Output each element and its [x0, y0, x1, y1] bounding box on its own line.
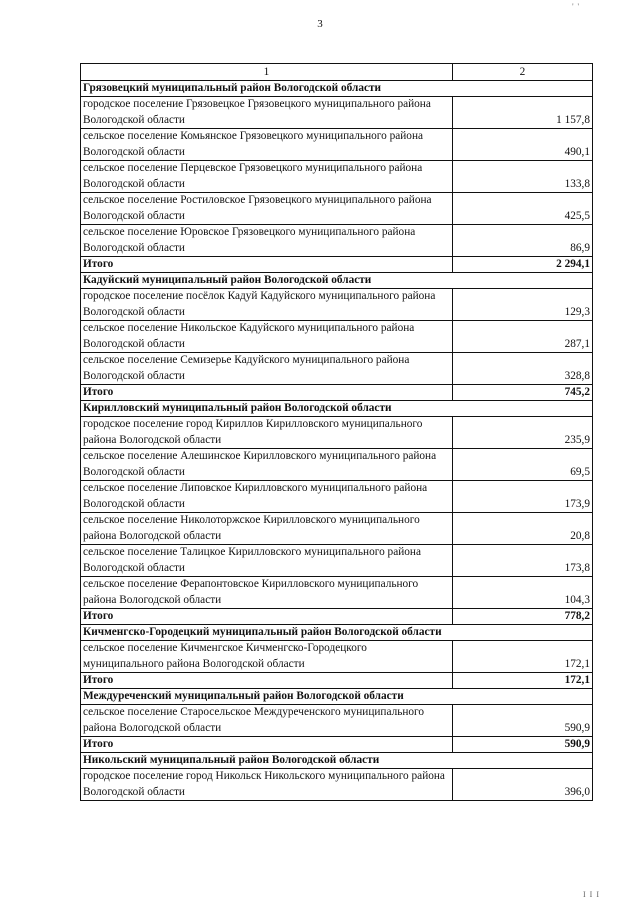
- column-header-2: 2: [453, 64, 593, 81]
- district-header-row: [81, 401, 593, 417]
- bottom-corner-mark: I I I: [583, 890, 600, 899]
- settlement-value: 396,0: [453, 769, 593, 801]
- district-header-row: [81, 753, 593, 769]
- settlement-name: сельское поселение Никольское Кадуйского муниципального района Вологодской области: [81, 321, 453, 353]
- settlement-value: 1 157,8: [453, 97, 593, 129]
- settlement-value: 133,8: [453, 161, 593, 193]
- district-name: Грязовецкий муниципальный район Вологодской области: [81, 81, 593, 97]
- total-row: [81, 737, 593, 753]
- settlement-value: 129,3: [453, 289, 593, 321]
- table-row: [81, 193, 593, 225]
- table-row: [81, 641, 593, 673]
- settlement-name: сельское поселение Липовское Кирилловского муниципального района Вологодской области: [81, 481, 453, 513]
- total-label: Итого: [81, 673, 453, 689]
- settlement-value: 69,5: [453, 449, 593, 481]
- settlement-name: сельское поселение Алешинское Кирилловского муниципального района Вологодской области: [81, 449, 453, 481]
- table-row: [81, 769, 593, 801]
- settlement-name: сельское поселение Юровское Грязовецкого муниципального района Вологодской области: [81, 225, 453, 257]
- settlement-name: сельское поселение Ростиловское Грязовецкого муниципального района Вологодской области: [81, 193, 453, 225]
- table-row: [81, 545, 593, 577]
- district-header-row: [81, 273, 593, 289]
- table-row: [81, 161, 593, 193]
- table-row: [81, 417, 593, 449]
- district-name: Никольский муниципальный район Вологодской области: [81, 753, 593, 769]
- table-body: [81, 81, 593, 801]
- settlement-name: сельское поселение Николоторжское Кирилловского муниципального района Вологодской области: [81, 513, 453, 545]
- settlement-name: сельское поселение Семизерье Кадуйского муниципального района Вологодской области: [81, 353, 453, 385]
- settlement-value: 425,5: [453, 193, 593, 225]
- total-row: [81, 257, 593, 273]
- total-value: 745,2: [453, 385, 593, 401]
- settlement-name: сельское поселение Ферапонтовское Кирилловского муниципального района Вологодской области: [81, 577, 453, 609]
- district-header-row: [81, 689, 593, 705]
- settlement-name: сельское поселение Старосельское Междуреченского муниципального района Вологодской области: [81, 705, 453, 737]
- table-row: [81, 513, 593, 545]
- settlement-value: 235,9: [453, 417, 593, 449]
- table-row: [81, 449, 593, 481]
- settlement-name: сельское поселение Талицкое Кирилловского муниципального района Вологодской области: [81, 545, 453, 577]
- total-label: Итого: [81, 257, 453, 273]
- settlement-name: городское поселение город Никольск Никольского муниципального района Вологодской области: [81, 769, 453, 801]
- settlement-name: сельское поселение Перцевское Грязовецкого муниципального района Вологодской области: [81, 161, 453, 193]
- table-row: [81, 353, 593, 385]
- district-name: Кадуйский муниципальный район Вологодской области: [81, 273, 593, 289]
- district-name: Кичменгско-Городецкий муниципальный район Вологодской области: [81, 625, 593, 641]
- district-header-row: [81, 81, 593, 97]
- settlement-name: городское поселение Грязовецкое Грязовецкого муниципального района Вологодской области: [81, 97, 453, 129]
- table-row: [81, 321, 593, 353]
- settlement-value: 104,3: [453, 577, 593, 609]
- budget-table: [80, 63, 593, 801]
- total-row: [81, 673, 593, 689]
- district-name: Междуреченский муниципальный район Вологодской области: [81, 689, 593, 705]
- total-label: Итого: [81, 737, 453, 753]
- total-label: Итого: [81, 385, 453, 401]
- settlement-name: сельское поселение Комьянское Грязовецкого муниципального района Вологодской области: [81, 129, 453, 161]
- settlement-value: 287,1: [453, 321, 593, 353]
- page-number: 3: [317, 18, 323, 30]
- settlement-value: 172,1: [453, 641, 593, 673]
- table-row: [81, 129, 593, 161]
- table-row: [81, 289, 593, 321]
- top-corner-mark: ' ': [572, 2, 580, 11]
- total-value: 172,1: [453, 673, 593, 689]
- settlement-value: 20,8: [453, 513, 593, 545]
- district-header-row: [81, 625, 593, 641]
- total-row: [81, 385, 593, 401]
- column-header-1: 1: [81, 64, 453, 81]
- settlement-name: городское поселение город Кириллов Кирилловского муниципального района Вологодской области: [81, 417, 453, 449]
- table-header-row: [81, 64, 593, 81]
- settlement-value: 86,9: [453, 225, 593, 257]
- district-name: Кирилловский муниципальный район Вологодской области: [81, 401, 593, 417]
- table-row: [81, 97, 593, 129]
- table-row: [81, 577, 593, 609]
- settlement-value: 490,1: [453, 129, 593, 161]
- total-value: 778,2: [453, 609, 593, 625]
- settlement-value: 328,8: [453, 353, 593, 385]
- total-value: 590,9: [453, 737, 593, 753]
- total-value: 2 294,1: [453, 257, 593, 273]
- settlement-value: 590,9: [453, 705, 593, 737]
- table-row: [81, 481, 593, 513]
- settlement-value: 173,8: [453, 545, 593, 577]
- total-row: [81, 609, 593, 625]
- total-label: Итого: [81, 609, 453, 625]
- table-row: [81, 225, 593, 257]
- settlement-value: 173,9: [453, 481, 593, 513]
- table-row: [81, 705, 593, 737]
- settlement-name: сельское поселение Кичменгское Кичменгско-Городецкого муниципального района Вологодской области: [81, 641, 453, 673]
- settlement-name: городское поселение посёлок Кадуй Кадуйского муниципального района Вологодской области: [81, 289, 453, 321]
